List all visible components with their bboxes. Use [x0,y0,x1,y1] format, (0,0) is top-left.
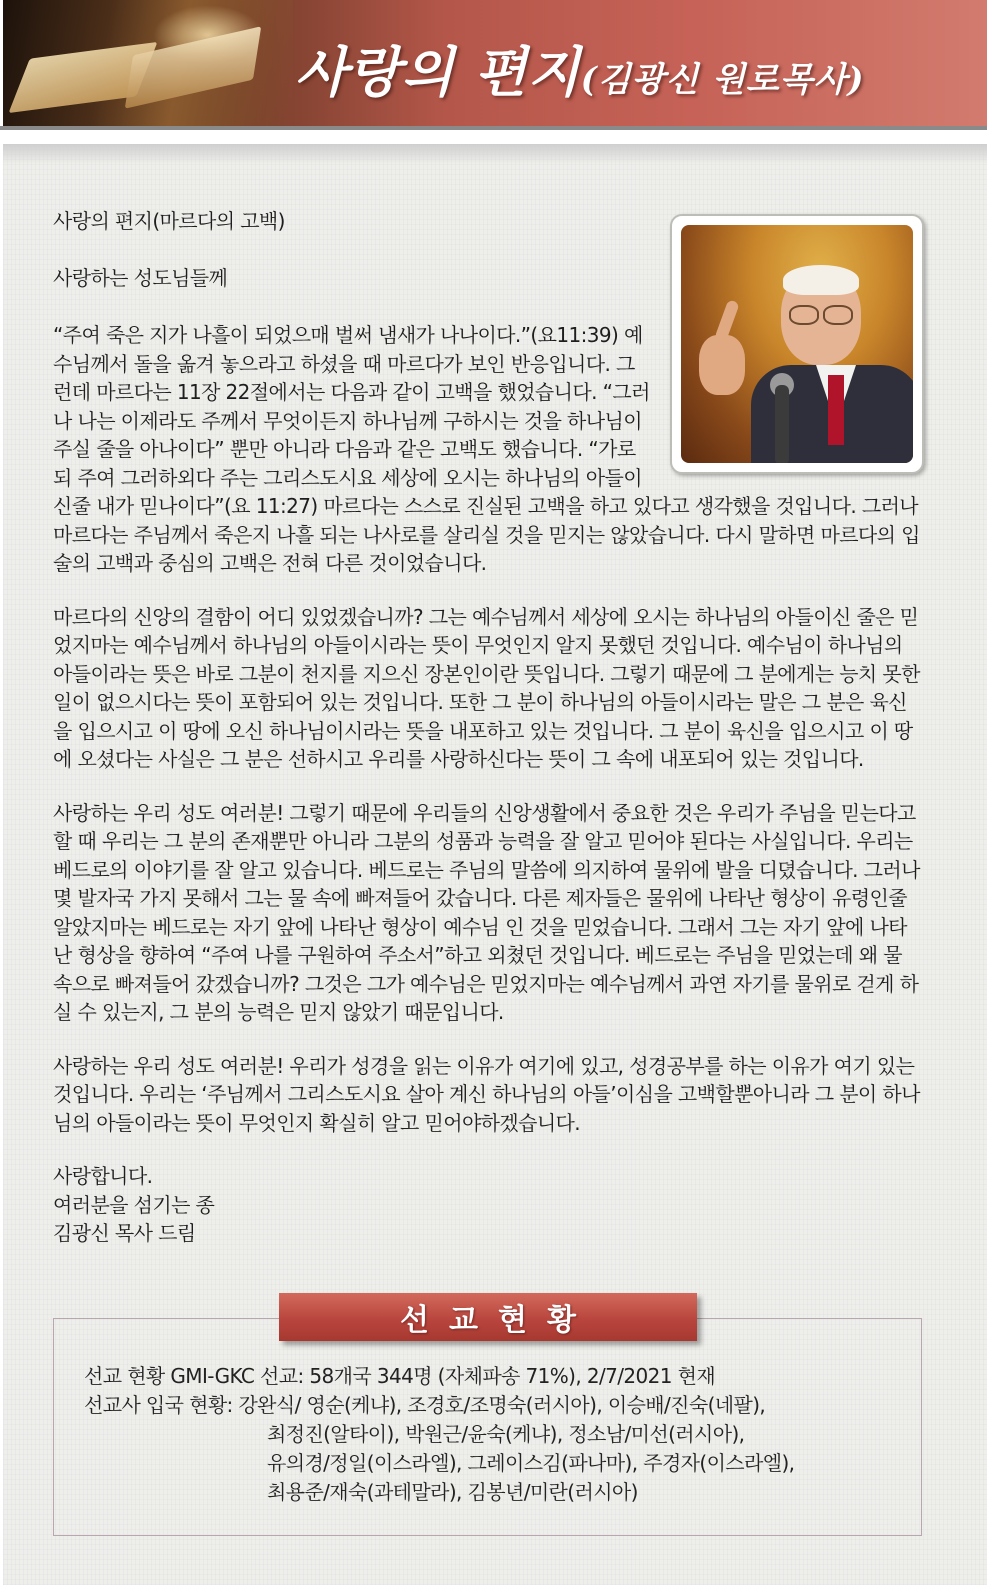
page-title [295,30,865,107]
letter-paragraph-3: 사랑하는 우리 성도 여러분! 그렇기 때문에 우리들의 신앙생활에서 중요한 것은 우리가 주님을 믿는다고 할 때 우리는 그 분의 존재뿐만 아니라 그분의 성품과 능력을 잘 알고 믿어야 된다는 사실입니다. 우리는 베드로의 이야기를 잘 알고 있습니다. 베드로는 주님의 말씀에 의지하여 물위에 발을 디뎠습니다. 그러나 몇 발자국 가지 못해서 그는 물 속에 빠져들어 갔습니다. 다른 제자들은 물위에 나타난 형상이 유령인줄 알았지마는 베드로는 자기 앞에 나타난 형상이 예수님 인 것을 믿었습니다. 그래서 그는 자기 앞에 나타난 형상을 향하여 “주여 나를 구원하여 주소서”하고 외쳤던 것입니다. 베드로는 주님을 믿었는데 왜 물 속으로 빠져들어 갔겠습니까? 그것은 그가 예수님은 믿었지마는 예수님께서 과연 자기를 물위로 걷게 하실 수 있는지, 그 분의 능력은 믿지 않았기 때문입니다. [53,800,920,1024]
mission-banner [279,1293,697,1341]
open-bible-image [3,0,293,128]
portrait-glasses-left [789,305,819,325]
portrait-tie [828,375,844,445]
missionary-list-3: 유의경/정일(이스라엘), 그레이스김(파나마), 주경자(이스라엘), [267,1451,795,1475]
missionary-list-1: 강완식/ 영순(케냐), 조경호/조명숙(러시아), 이승배/진숙(네팔), [238,1393,766,1417]
pastor-portrait-photo [670,214,924,474]
paper-top-shadow [3,144,987,164]
letter-closing: 사랑합니다. [53,1164,153,1188]
letter-servant-line: 여러분을 섬기는 종 [53,1192,215,1217]
microphone [775,385,789,463]
portrait-hair [783,265,859,295]
missionary-entry-line [84,1391,904,1420]
letter-subject: 사랑의 편지(마르다의 고백) [53,209,285,233]
letter-signature: 김광신 목사 드림 [53,1221,196,1245]
page-title-sub: (김광신 원로목사) [580,60,865,100]
page-title-main: 사랑의 편지 [295,40,581,104]
letter-paragraph-4: 사랑하는 우리 성도 여러분! 우리가 성경을 읽는 이유가 여기에 있고, 성경공부를 하는 이유가 여기 있는 것입니다. 우리는 ‘주님께서 그리스도시요 살아 계신 하나님의 아들’이심을 고백할뿐아니라 그 분이 하나님의 아들이라는 뜻이 무엇인지 확실히 알고 믿어야하겠습니다. [53,1053,920,1135]
portrait-glasses-right [823,305,853,325]
letter-paragraph-1: “주여 죽은 지가 나흘이 되었으매 벌써 냄새가 나나이다.”(요11:39) 예수님께서 돌을 옮겨 놓으라고 하셨을 때 마르다가 보인 반응입니다. 그런데 마르다는 11장 22절에서는 다음과 같이 고백을 했었습니다. “그러나 나는 이제라도 주께서 무엇이든지 하나님께 구하시는 것을 하나님이 주실 줄을 아나이다” 뿐만 아니라 다음과 같은 고백도 했습니다. “가로되 주여 그러하외다 주는 그리스도시요 세상에 오시는 하나님의 아들이신줄 내가 믿나이다”(요 11:27) 마르다는 스스로 진실된 고백을 하고 있다고 생각했을 것입니다. 그러나 마르다는 주님께서 죽은지 나흘 되는 나사로를 살리실 것을 믿지는 않았습니다. 다시 말하면 마르다의 입술의 고백과 중심의 고백은 전혀 다른 것이었습니다. [53,323,920,575]
letter-greeting: 사랑하는 성도님들께 [53,266,228,290]
missionary-list-2: 최정진(알타이), 박원근/윤숙(케냐), 정소남/미선(러시아), [267,1422,745,1446]
portrait-image [681,225,913,463]
letter-paragraph-2: 마르다의 신앙의 결함이 어디 있었겠습니까? 그는 예수님께서 세상에 오시는 하나님의 아들이신 줄은 믿었지마는 예수님께서 하나님의 아들이시라는 뜻이 무엇인지 알지 못했던 것입니다. 예수님이 하나님의 아들이라는 뜻은 바로 그분이 천지를 지으신 장본인이란 뜻입니다. 그렇기 때문에 그 분에게는 능치 못한 일이 없으시다는 뜻이 포함되어 있는 것입니다. 또한 그 분이 하나님의 아들이시라는 말은 그 분은 육신을 입으시고 이 땅에 오신 하나님이시라는 뜻을 내포하고 있는 것입니다. 그 분이 육신을 입으시고 이 땅에 오셨다는 사실은 그 분은 선하시고 우리를 사랑하신다는 뜻이 그 속에 내포되어 있는 것입니다. [53,604,920,771]
letter-body [53,207,921,1248]
header-banner [3,0,987,128]
mission-banner-label: 선교현황 [400,1303,596,1338]
right-margin [987,0,1000,1591]
missionary-entry-label: 선교사 입국 현황: [84,1393,239,1417]
mission-text [84,1362,904,1507]
header-divider [0,126,1000,130]
missionary-list-4: 최용준/재숙(과테말라), 김봉년/미란(러시아) [267,1480,638,1504]
mission-status-line: 선교 현황 GMI-GKC 선교: 58개국 344명 (자체파송 71%), 2/7/2021 현재 [84,1364,716,1388]
portrait-hand [699,335,745,395]
